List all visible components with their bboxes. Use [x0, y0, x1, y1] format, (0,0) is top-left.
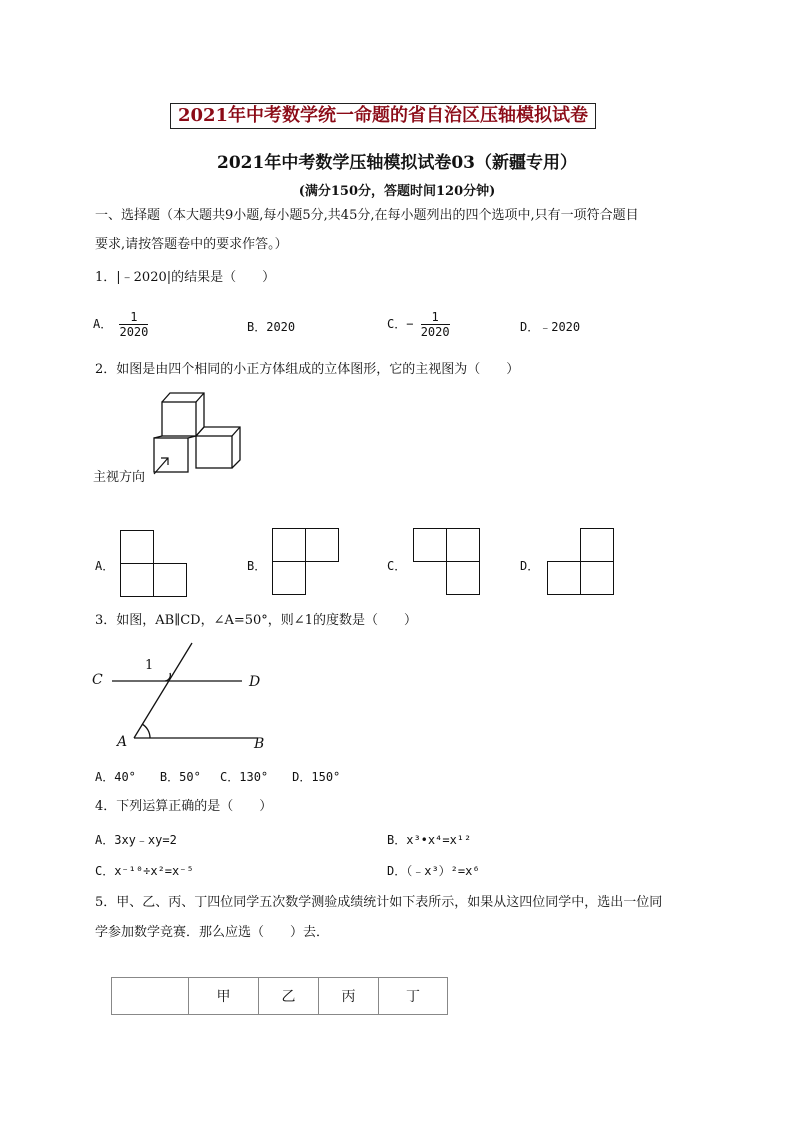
- q2-stem: 2．如图是由四个相同的小正方体组成的立体图形，它的主视图为（ ）: [95, 362, 520, 377]
- q2-d-cell: [547, 561, 581, 595]
- q2-d-cell: [580, 528, 614, 562]
- q1-option-a: [93, 310, 148, 339]
- table-header-cell: 乙: [259, 978, 319, 1015]
- q1-a-denominator: 2020: [119, 325, 149, 339]
- header-banner: 2021年中考数学统一命题的省自治区压轴模拟试卷: [170, 103, 596, 129]
- q1-option-d: D．﹣2020: [520, 320, 581, 334]
- q1-a-numerator: 1: [119, 310, 148, 325]
- q5-score-table: [111, 977, 448, 1015]
- page-title: 2021年中考数学压轴模拟试卷03（新疆专用）: [217, 153, 577, 173]
- q2-option-c-label: C．: [387, 559, 407, 573]
- q2-c-cell: [446, 561, 480, 595]
- q3-point-a-label: A: [117, 734, 128, 750]
- table-header-cell: 丙: [319, 978, 379, 1015]
- q3-angle-1-label: 1: [145, 658, 154, 673]
- q1-option-c-label: C．−: [387, 317, 414, 331]
- q2-direction-label: 主视方向: [93, 470, 146, 485]
- q5-stem-line2: 学参加数学竞赛．那么应选（ ）去．: [95, 925, 330, 940]
- q2-a-cell: [153, 563, 187, 597]
- q2-a-cell: [120, 563, 154, 597]
- q2-cube-figure: [150, 390, 250, 480]
- q1-option-a-fraction: [119, 310, 148, 339]
- q3-point-d-label: D: [249, 674, 261, 690]
- q2-c-cell: [413, 528, 447, 562]
- q3-stem: 3．如图，AB∥CD，∠A=50°，则∠1的度数是（ ）: [95, 613, 417, 628]
- section-instructions-line1: 一、选择题（本大题共9小题,每小题5分,共45分,在每小题列出的四个选项中,只有一项符合题目: [95, 208, 639, 223]
- q1-option-c-fraction: [421, 310, 450, 339]
- q1-stem: 1．|﹣2020|的结果是（ ）: [95, 270, 276, 285]
- q1-c-denominator: 2020: [420, 325, 450, 339]
- table-header-cell: [112, 978, 189, 1015]
- q2-b-cell: [305, 528, 339, 562]
- table-header-cell: 丁: [379, 978, 448, 1015]
- q4-option-c: C．x⁻¹⁰÷x²=x⁻⁵: [95, 864, 194, 878]
- q2-b-cell: [272, 561, 306, 595]
- q2-option-a-label: A．: [95, 559, 115, 573]
- table-row: [112, 978, 448, 1015]
- q4-option-d: D．（﹣x³）²=x⁶: [387, 864, 480, 878]
- q3-options: A．40° B．50° C．130° D．150°: [95, 770, 341, 784]
- q5-stem-line1: 5．甲、乙、丙、丁四位同学五次数学测验成绩统计如下表所示，如果从这四位同学中，选出一位同: [95, 895, 663, 910]
- table-header-cell: 甲: [189, 978, 259, 1015]
- q2-option-d-label: D．: [520, 559, 540, 573]
- q3-point-c-label: C: [92, 672, 103, 688]
- q4-option-a: A．3xy﹣xy=2: [95, 833, 177, 847]
- section-instructions-line2: 要求,请按答题卷中的要求作答。）: [95, 237, 288, 252]
- page-subtitle: (满分150分，答题时间120分钟): [298, 184, 496, 199]
- q4-stem: 4．下列运算正确的是（ ）: [95, 799, 273, 814]
- q1-c-numerator: 1: [421, 310, 450, 325]
- q3-point-b-label: B: [254, 736, 265, 752]
- q2-option-b-label: B．: [247, 559, 267, 573]
- q2-c-cell: [446, 528, 480, 562]
- q2-a-cell: [120, 530, 154, 564]
- q4-option-b: B．x³•x⁴=x¹²: [387, 833, 472, 847]
- q1-option-a-label: A．: [93, 317, 113, 331]
- q1-option-b: B．2020: [247, 320, 296, 334]
- q1-option-c: [387, 310, 450, 339]
- q2-d-cell: [580, 561, 614, 595]
- q2-b-cell: [272, 528, 306, 562]
